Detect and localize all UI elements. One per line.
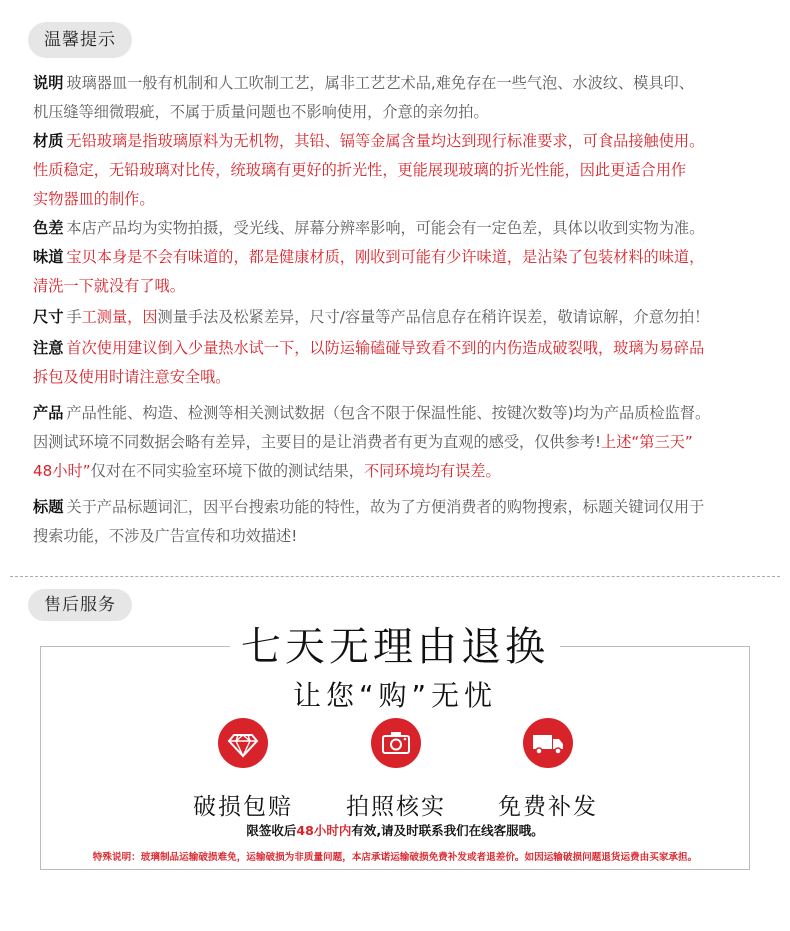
note-text: 本店产品均为实物拍摄，受光线、屏幕分辨率影响，可能会有一定色差，具体以收到实物为准。 xyxy=(66,219,705,237)
note-line xyxy=(33,399,778,427)
special-statement: 特殊说明：玻璃制品运输破损难免，运输破损为非质量问题，本店承诺运输破损免费补发或者退差价。如因运输破损问题退货运费由买家承担。 xyxy=(92,852,698,863)
note-line xyxy=(33,214,778,242)
note-line xyxy=(33,98,778,126)
note-text: 产品性能、构造、检测等相关测试数据（包含不限于保温性能、按键次数等)均为产品质检监督。 xyxy=(66,404,711,422)
return-policy-subtitle: 让您“购”无忧 xyxy=(292,679,497,712)
note-label: 产品 xyxy=(33,404,64,422)
tips-notes xyxy=(33,69,778,551)
after-sales-header: 售后服务 xyxy=(28,589,132,621)
note-line xyxy=(33,303,778,331)
note-text: 仅对在不同实验室环境下做的测试结果， xyxy=(90,462,364,480)
note-text: 性质稳定，无铅玻璃对比传，统玻璃有更好的折光性，更能展现玻璃的折光性能，因此更适合用作 xyxy=(33,161,687,179)
note-line xyxy=(33,334,778,362)
feature-label: 免费补发 xyxy=(498,794,598,820)
camera-icon xyxy=(371,718,421,768)
note-label: 注意 xyxy=(33,339,64,357)
note-line xyxy=(33,185,778,213)
note-label: 材质 xyxy=(33,132,64,150)
note-line xyxy=(33,457,778,485)
note-line xyxy=(33,493,778,521)
note-label: 标题 xyxy=(33,498,64,516)
feature-label: 拍照核实 xyxy=(346,794,446,820)
note-text: 关于产品标题词汇，因平台搜索功能的特性，故为了方便消费者的购物搜索，标题关键词仅用于 xyxy=(66,498,705,516)
note-line xyxy=(33,272,778,300)
note-line xyxy=(33,428,778,456)
note-text: 首次使用建议倒入少量热水试一下，以防运输磕碰导致看不到的内伤造成破裂哦，玻璃为易碎品 xyxy=(66,339,705,357)
note-text: 拆包及使用时请注意安全哦。 xyxy=(33,368,231,386)
diamond-icon xyxy=(218,718,268,768)
section-divider xyxy=(10,576,780,577)
note-text: 宝贝本身是不会有味道的，都是健康材质，刚收到可能有少许味道，是沾染了包装材料的味道， xyxy=(66,248,705,266)
note-text: 实物器皿的制作。 xyxy=(33,190,155,208)
note-line xyxy=(33,127,778,155)
feature-photo-verify xyxy=(326,718,466,821)
note-text: 48小时” xyxy=(33,462,91,480)
note-label: 味道 xyxy=(33,248,64,266)
note-text: 上述“第三天” xyxy=(601,433,693,451)
validity-notice: 限签收后48小时内有效,请及时联系我们在线客服哦。 xyxy=(246,823,544,838)
note-text: 因测试环境不同数据会略有差异，主要目的是让消费者有更为直观的感受，仅供参考! xyxy=(33,433,602,451)
feature-free-reship xyxy=(478,718,618,821)
note-line xyxy=(33,522,778,550)
note-line xyxy=(33,69,778,97)
note-label: 说明 xyxy=(33,74,64,92)
note-line xyxy=(33,243,778,271)
feature-damage-compensation xyxy=(173,718,313,821)
note-text: 机压缝等细微瑕疵，不属于质量问题也不影响使用，介意的亲勿拍。 xyxy=(33,103,489,121)
truck-icon xyxy=(523,718,573,768)
note-text: 玻璃器皿一般有机制和人工吹制工艺，属非工艺艺术品,难免存在一些气泡、水波纹、模具印、 xyxy=(66,74,694,92)
note-label: 色差 xyxy=(33,219,64,237)
note-text: 手 xyxy=(66,308,82,326)
note-text: 搜索功能，不涉及广告宣传和功效描述! xyxy=(33,527,298,545)
tips-header: 温馨提示 xyxy=(28,22,132,58)
return-policy-title: 七天无理由退换 xyxy=(230,620,560,674)
note-text: 不同环境均有误差。 xyxy=(363,462,501,480)
note-text: 工测量，因 xyxy=(81,308,158,326)
note-text: 无铅玻璃是指玻璃原料为无机物，其铅、镉等金属含量均达到现行标准要求，可食品接触使用。 xyxy=(66,132,705,150)
note-line xyxy=(33,363,778,391)
note-line xyxy=(33,156,778,184)
feature-label: 破损包赔 xyxy=(193,794,293,820)
note-text: 清洗一下就没有了哦。 xyxy=(33,277,185,295)
note-label: 尺寸 xyxy=(33,308,64,326)
note-text: 测量手法及松紧差异，尺寸/容量等产品信息存在稍许误差，敬请谅解，介意勿拍！ xyxy=(157,308,710,326)
